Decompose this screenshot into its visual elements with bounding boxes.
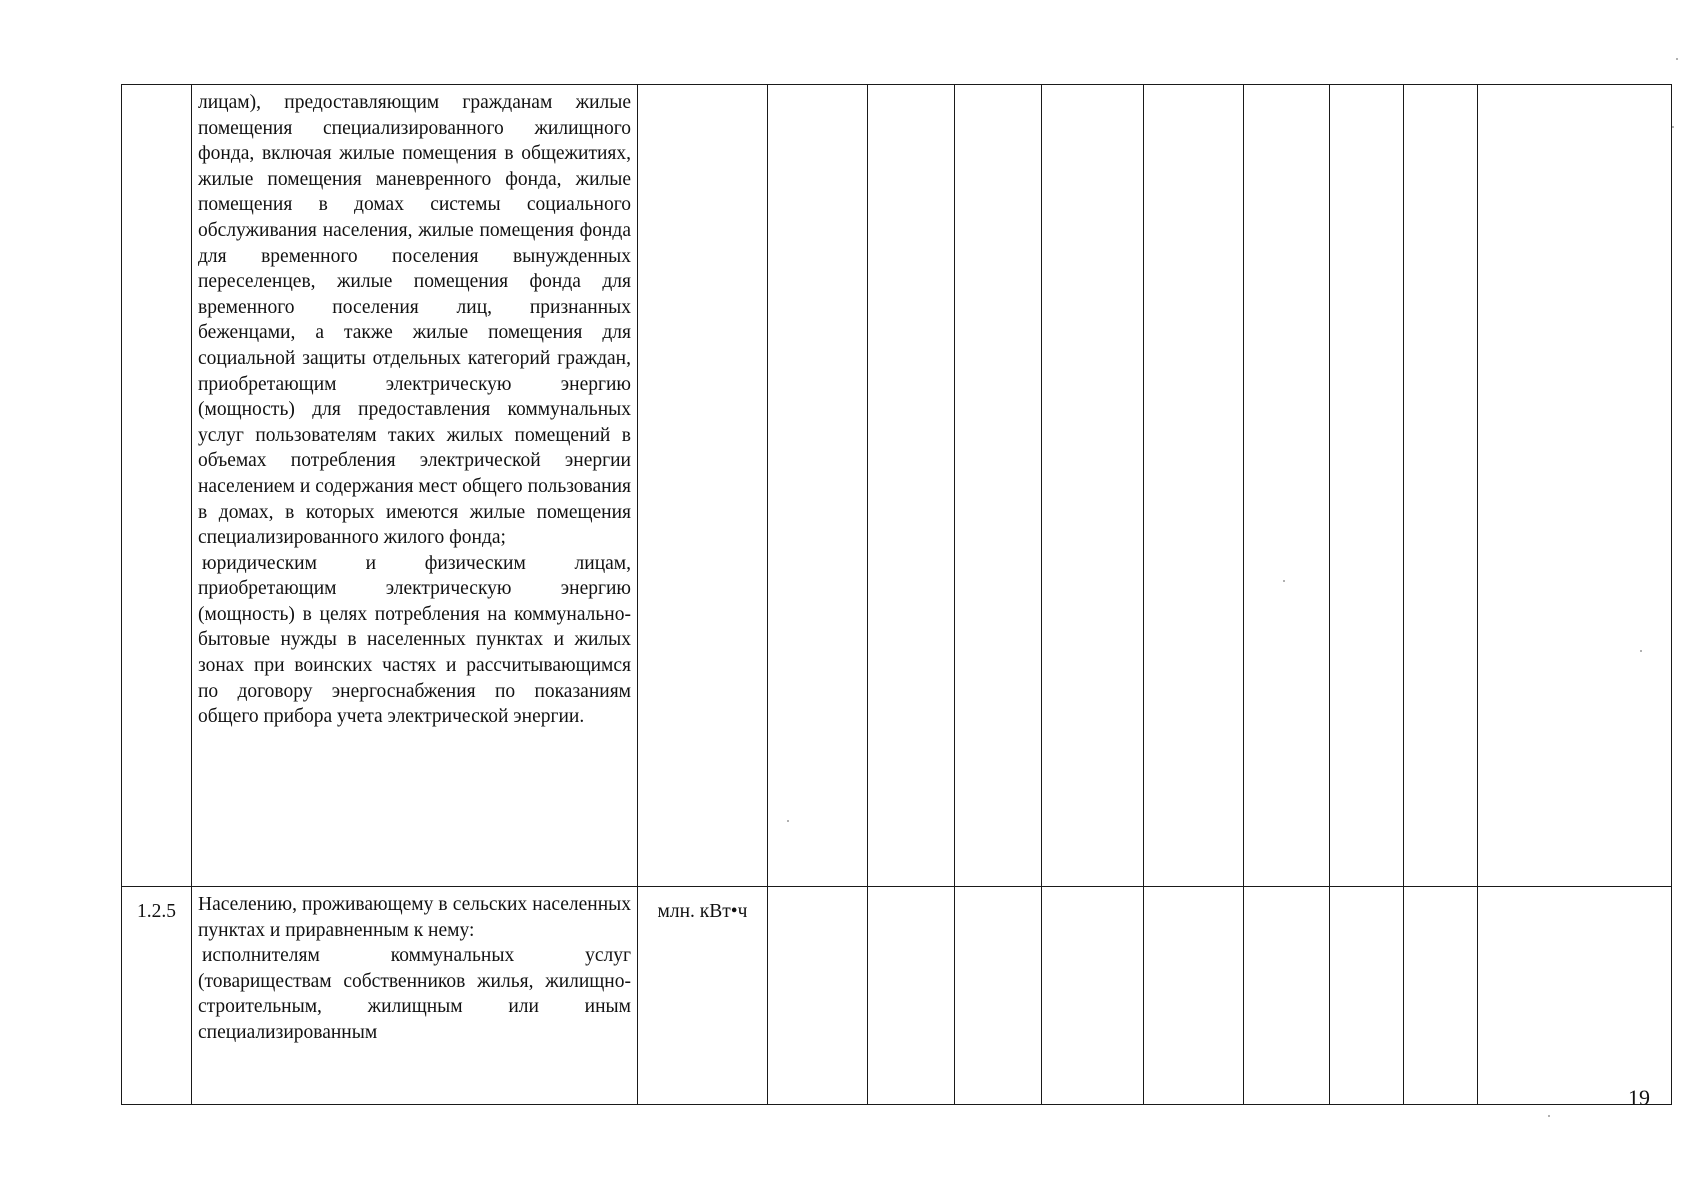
value-cell	[955, 85, 1042, 887]
row-number: 1.2.5	[122, 887, 192, 1105]
value-cell	[1404, 85, 1478, 887]
value-cell	[1478, 85, 1672, 887]
row-number	[122, 85, 192, 887]
indicator-description	[192, 887, 638, 1105]
value-cell	[1144, 887, 1244, 1105]
value-cell	[1244, 85, 1330, 887]
description-paragraph: юридическим и физическим лицам, приобретающим электрическую энергию (мощность) в целях потребления на коммунально-бытовые нужды в населенных пунктах и жилых зонах при воинских частях и рассчитывающимся по договору энергоснабжения по показаниям общего прибора учета электрической энергии.	[198, 552, 631, 728]
value-cell	[868, 85, 955, 887]
description-paragraph: лицам), предоставляющим гражданам жилые помещения специализированного жилищного фонда, включая жилые помещения в общежитиях, жилые помещения маневренного фонда, жилые помещения в домах системы социального обслуживания населения, жилые помещения фонда для временного поселения вынужденных переселенцев, жилые помещения фонда для временного поселения лиц, признанных беженцами, а также жилые помещения для социальной защиты отдельных категорий граждан, приобретающим электрическую энергию (мощность) для предоставления коммунальных услуг пользователям таких жилых помещений в объемах потребления электрической энергии населением и содержания мест общего пользования в домах, в которых имеются жилые помещения специализированного жилого фонда;	[198, 92, 631, 549]
value-cell	[768, 887, 868, 1105]
indicator-description	[192, 85, 638, 887]
value-cell	[1244, 887, 1330, 1105]
scan-speck	[787, 820, 789, 822]
value-cell	[768, 85, 868, 887]
description-paragraph: исполнителям коммунальных услуг (товариществам собственников жилья, жилищно-строительным, жилищным или иным специализированным	[198, 945, 631, 1043]
data-table	[121, 84, 1672, 1105]
value-cell	[868, 887, 955, 1105]
value-cell	[955, 887, 1042, 1105]
scan-speck	[1676, 58, 1678, 60]
value-cell	[1042, 887, 1144, 1105]
value-cell	[1042, 85, 1144, 887]
value-cell	[1330, 85, 1404, 887]
scan-speck	[1672, 126, 1674, 128]
value-cell	[1144, 85, 1244, 887]
unit-cell: млн. кВт•ч	[638, 887, 768, 1105]
page-number: 19	[1628, 1085, 1650, 1110]
value-cell	[1330, 887, 1404, 1105]
scan-speck	[1548, 1115, 1550, 1117]
value-cell	[1404, 887, 1478, 1105]
description-paragraph: Населению, проживающему в сельских населенных пунктах и приравненным к нему:	[198, 894, 631, 941]
scan-speck	[1283, 580, 1285, 582]
unit-cell	[638, 85, 768, 887]
table-row	[122, 85, 1672, 887]
scan-speck	[1640, 650, 1642, 652]
table-row	[122, 887, 1672, 1105]
value-cell	[1478, 887, 1672, 1105]
